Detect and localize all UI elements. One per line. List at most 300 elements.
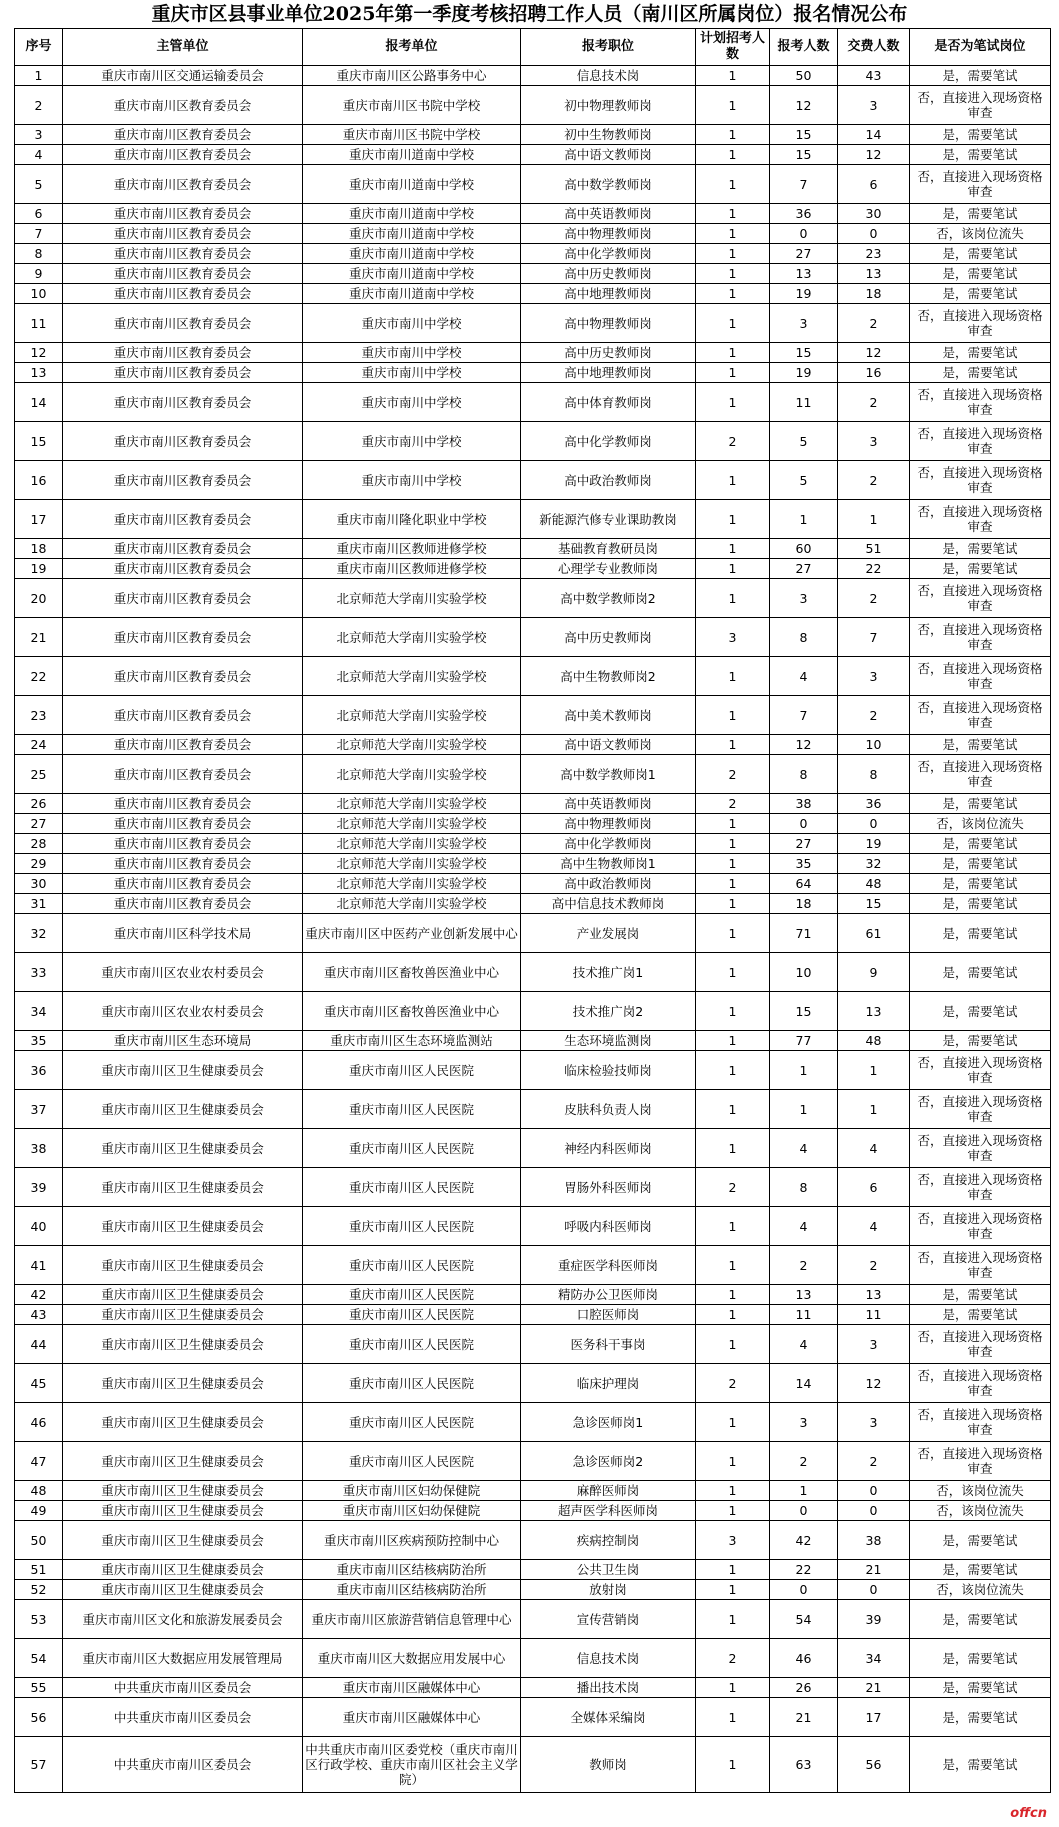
cell-dept: 重庆市南川区教育委员会	[63, 145, 303, 165]
cell-post: 高中生物教师岗2	[521, 657, 696, 696]
table-row	[15, 618, 1051, 657]
cell-no: 52	[15, 1580, 63, 1600]
cell-plan: 1	[696, 1285, 770, 1305]
cell-paid: 18	[838, 284, 910, 304]
cell-unit: 重庆市南川区书院中学校	[303, 125, 521, 145]
table-row	[15, 1698, 1051, 1737]
cell-no: 28	[15, 834, 63, 854]
cell-plan: 1	[696, 1600, 770, 1639]
cell-paid: 3	[838, 657, 910, 696]
cell-paid: 43	[838, 66, 910, 86]
cell-apply: 26	[770, 1678, 838, 1698]
cell-exam: 否，直接进入现场资格审查	[910, 422, 1051, 461]
cell-post: 皮肤科负责人岗	[521, 1090, 696, 1129]
cell-dept: 重庆市南川区大数据应用发展管理局	[63, 1639, 303, 1678]
cell-unit: 重庆市南川区人民医院	[303, 1285, 521, 1305]
cell-paid: 2	[838, 461, 910, 500]
cell-apply: 0	[770, 224, 838, 244]
cell-dept: 重庆市南川区教育委员会	[63, 794, 303, 814]
cell-apply: 19	[770, 284, 838, 304]
cell-apply: 7	[770, 696, 838, 735]
cell-apply: 4	[770, 1207, 838, 1246]
cell-exam: 否，直接进入现场资格审查	[910, 1442, 1051, 1481]
cell-plan: 1	[696, 1481, 770, 1501]
cell-exam: 是，需要笔试	[910, 1600, 1051, 1639]
cell-plan: 2	[696, 1168, 770, 1207]
cell-dept: 重庆市南川区卫生健康委员会	[63, 1285, 303, 1305]
cell-unit: 重庆市南川区人民医院	[303, 1364, 521, 1403]
cell-exam: 否，该岗位流失	[910, 1501, 1051, 1521]
cell-plan: 1	[696, 1737, 770, 1793]
cell-no: 38	[15, 1129, 63, 1168]
cell-paid: 0	[838, 1580, 910, 1600]
cell-exam: 是，需要笔试	[910, 1305, 1051, 1325]
cell-paid: 34	[838, 1639, 910, 1678]
cell-apply: 8	[770, 1168, 838, 1207]
cell-paid: 32	[838, 854, 910, 874]
cell-dept: 重庆市南川区教育委员会	[63, 204, 303, 224]
cell-dept: 重庆市南川区教育委员会	[63, 814, 303, 834]
table-row	[15, 1639, 1051, 1678]
cell-exam: 否，该岗位流失	[910, 1580, 1051, 1600]
cell-apply: 5	[770, 422, 838, 461]
cell-exam: 是，需要笔试	[910, 125, 1051, 145]
cell-post: 高中物理教师岗	[521, 304, 696, 343]
cell-apply: 15	[770, 125, 838, 145]
cell-no: 16	[15, 461, 63, 500]
cell-paid: 48	[838, 874, 910, 894]
cell-plan: 1	[696, 1325, 770, 1364]
table-row	[15, 1168, 1051, 1207]
table-row	[15, 755, 1051, 794]
cell-post: 高中体育教师岗	[521, 383, 696, 422]
cell-plan: 1	[696, 244, 770, 264]
cell-plan: 1	[696, 579, 770, 618]
cell-dept: 重庆市南川区教育委员会	[63, 755, 303, 794]
table-row	[15, 1560, 1051, 1580]
cell-no: 30	[15, 874, 63, 894]
cell-unit: 重庆市南川区人民医院	[303, 1305, 521, 1325]
cell-apply: 8	[770, 755, 838, 794]
table-row	[15, 696, 1051, 735]
cell-no: 49	[15, 1501, 63, 1521]
cell-dept: 重庆市南川区卫生健康委员会	[63, 1090, 303, 1129]
cell-dept: 重庆市南川区教育委员会	[63, 224, 303, 244]
cell-no: 10	[15, 284, 63, 304]
cell-plan: 1	[696, 854, 770, 874]
cell-post: 心理学专业教师岗	[521, 559, 696, 579]
cell-exam: 是，需要笔试	[910, 914, 1051, 953]
cell-unit: 重庆市南川区书院中学校	[303, 86, 521, 125]
cell-dept: 重庆市南川区卫生健康委员会	[63, 1580, 303, 1600]
cell-paid: 2	[838, 696, 910, 735]
cell-dept: 重庆市南川区教育委员会	[63, 657, 303, 696]
cell-apply: 14	[770, 1364, 838, 1403]
cell-apply: 19	[770, 363, 838, 383]
table-row	[15, 854, 1051, 874]
table-row	[15, 125, 1051, 145]
cell-no: 7	[15, 224, 63, 244]
header-apply: 报考人数	[770, 29, 838, 66]
cell-unit: 重庆市南川道南中学校	[303, 284, 521, 304]
cell-no: 33	[15, 953, 63, 992]
cell-dept: 重庆市南川区卫生健康委员会	[63, 1481, 303, 1501]
cell-unit: 北京师范大学南川实验学校	[303, 874, 521, 894]
table-row	[15, 539, 1051, 559]
cell-post: 产业发展岗	[521, 914, 696, 953]
cell-post: 高中语文教师岗	[521, 735, 696, 755]
cell-no: 32	[15, 914, 63, 953]
cell-apply: 0	[770, 1580, 838, 1600]
cell-paid: 51	[838, 539, 910, 559]
cell-dept: 重庆市南川区农业农村委员会	[63, 953, 303, 992]
cell-no: 19	[15, 559, 63, 579]
cell-dept: 重庆市南川区交通运输委员会	[63, 66, 303, 86]
cell-dept: 重庆市南川区文化和旅游发展委员会	[63, 1600, 303, 1639]
cell-unit: 重庆市南川中学校	[303, 304, 521, 343]
cell-dept: 重庆市南川区教育委员会	[63, 284, 303, 304]
cell-unit: 重庆市南川区畜牧兽医渔业中心	[303, 953, 521, 992]
cell-exam: 是，需要笔试	[910, 145, 1051, 165]
table-row	[15, 735, 1051, 755]
cell-unit: 北京师范大学南川实验学校	[303, 755, 521, 794]
cell-unit: 重庆市南川道南中学校	[303, 165, 521, 204]
cell-dept: 重庆市南川区卫生健康委员会	[63, 1521, 303, 1560]
cell-exam: 否，直接进入现场资格审查	[910, 1246, 1051, 1285]
cell-unit: 重庆市南川道南中学校	[303, 244, 521, 264]
table-row	[15, 244, 1051, 264]
cell-plan: 1	[696, 735, 770, 755]
cell-paid: 6	[838, 165, 910, 204]
cell-dept: 中共重庆市南川区委员会	[63, 1737, 303, 1793]
cell-unit: 重庆市南川区人民医院	[303, 1207, 521, 1246]
cell-no: 56	[15, 1698, 63, 1737]
cell-paid: 22	[838, 559, 910, 579]
cell-apply: 10	[770, 953, 838, 992]
cell-paid: 38	[838, 1521, 910, 1560]
table-row	[15, 1364, 1051, 1403]
cell-post: 高中地理教师岗	[521, 284, 696, 304]
cell-dept: 重庆市南川区卫生健康委员会	[63, 1403, 303, 1442]
cell-apply: 63	[770, 1737, 838, 1793]
cell-post: 麻醉医师岗	[521, 1481, 696, 1501]
cell-post: 重症医学科医师岗	[521, 1246, 696, 1285]
cell-apply: 60	[770, 539, 838, 559]
table-row	[15, 284, 1051, 304]
table-row	[15, 1305, 1051, 1325]
table-row	[15, 1031, 1051, 1051]
cell-dept: 重庆市南川区教育委员会	[63, 618, 303, 657]
table-row	[15, 1325, 1051, 1364]
cell-apply: 18	[770, 894, 838, 914]
cell-apply: 15	[770, 145, 838, 165]
cell-unit: 重庆市南川区结核病防治所	[303, 1580, 521, 1600]
cell-post: 放射岗	[521, 1580, 696, 1600]
cell-dept: 重庆市南川区生态环境局	[63, 1031, 303, 1051]
cell-post: 口腔医师岗	[521, 1305, 696, 1325]
table-row	[15, 383, 1051, 422]
cell-apply: 1	[770, 500, 838, 539]
cell-paid: 2	[838, 1442, 910, 1481]
cell-exam: 否，直接进入现场资格审查	[910, 657, 1051, 696]
cell-post: 初中物理教师岗	[521, 86, 696, 125]
cell-apply: 22	[770, 1560, 838, 1580]
table-row	[15, 657, 1051, 696]
cell-apply: 4	[770, 657, 838, 696]
cell-apply: 1	[770, 1051, 838, 1090]
cell-no: 26	[15, 794, 63, 814]
cell-unit: 重庆市南川区大数据应用发展中心	[303, 1639, 521, 1678]
table-row	[15, 1442, 1051, 1481]
cell-paid: 0	[838, 1501, 910, 1521]
cell-unit: 重庆市南川区中医药产业创新发展中心	[303, 914, 521, 953]
cell-paid: 12	[838, 1364, 910, 1403]
cell-apply: 21	[770, 1698, 838, 1737]
cell-no: 9	[15, 264, 63, 284]
cell-unit: 北京师范大学南川实验学校	[303, 696, 521, 735]
cell-dept: 重庆市南川区教育委员会	[63, 422, 303, 461]
cell-exam: 否，直接进入现场资格审查	[910, 86, 1051, 125]
cell-paid: 10	[838, 735, 910, 755]
cell-unit: 重庆市南川区人民医院	[303, 1442, 521, 1481]
cell-no: 51	[15, 1560, 63, 1580]
cell-apply: 35	[770, 854, 838, 874]
cell-exam: 是，需要笔试	[910, 1521, 1051, 1560]
cell-dept: 重庆市南川区卫生健康委员会	[63, 1129, 303, 1168]
cell-exam: 是，需要笔试	[910, 204, 1051, 224]
cell-plan: 1	[696, 834, 770, 854]
cell-no: 34	[15, 992, 63, 1031]
cell-no: 6	[15, 204, 63, 224]
cell-plan: 2	[696, 1639, 770, 1678]
cell-dept: 重庆市南川区卫生健康委员会	[63, 1168, 303, 1207]
cell-exam: 是，需要笔试	[910, 834, 1051, 854]
cell-post: 高中物理教师岗	[521, 224, 696, 244]
cell-exam: 否，直接进入现场资格审查	[910, 1325, 1051, 1364]
table-row	[15, 343, 1051, 363]
cell-no: 1	[15, 66, 63, 86]
cell-dept: 重庆市南川区教育委员会	[63, 854, 303, 874]
cell-plan: 1	[696, 461, 770, 500]
cell-post: 胃肠外科医师岗	[521, 1168, 696, 1207]
cell-plan: 3	[696, 1521, 770, 1560]
cell-plan: 1	[696, 363, 770, 383]
cell-apply: 71	[770, 914, 838, 953]
cell-paid: 0	[838, 224, 910, 244]
cell-paid: 13	[838, 264, 910, 284]
cell-no: 41	[15, 1246, 63, 1285]
cell-exam: 是，需要笔试	[910, 284, 1051, 304]
cell-post: 超声医学科医师岗	[521, 1501, 696, 1521]
cell-unit: 重庆市南川区融媒体中心	[303, 1698, 521, 1737]
cell-no: 25	[15, 755, 63, 794]
cell-paid: 8	[838, 755, 910, 794]
cell-exam: 是，需要笔试	[910, 539, 1051, 559]
cell-paid: 21	[838, 1560, 910, 1580]
cell-unit: 重庆市南川区妇幼保健院	[303, 1501, 521, 1521]
cell-paid: 13	[838, 1285, 910, 1305]
cell-paid: 36	[838, 794, 910, 814]
cell-no: 24	[15, 735, 63, 755]
cell-plan: 1	[696, 264, 770, 284]
table-row	[15, 1580, 1051, 1600]
table-row	[15, 264, 1051, 284]
cell-post: 临床检验技师岗	[521, 1051, 696, 1090]
cell-plan: 2	[696, 1364, 770, 1403]
cell-post: 高中数学教师岗1	[521, 755, 696, 794]
cell-unit: 北京师范大学南川实验学校	[303, 579, 521, 618]
cell-post: 高中化学教师岗	[521, 422, 696, 461]
table-row	[15, 224, 1051, 244]
cell-plan: 1	[696, 145, 770, 165]
cell-paid: 2	[838, 1246, 910, 1285]
cell-no: 27	[15, 814, 63, 834]
cell-post: 高中历史教师岗	[521, 264, 696, 284]
cell-plan: 1	[696, 539, 770, 559]
cell-unit: 重庆市南川区人民医院	[303, 1325, 521, 1364]
table-row	[15, 145, 1051, 165]
cell-paid: 11	[838, 1305, 910, 1325]
cell-dept: 重庆市南川区卫生健康委员会	[63, 1246, 303, 1285]
cell-plan: 1	[696, 66, 770, 86]
cell-exam: 是，需要笔试	[910, 735, 1051, 755]
cell-no: 14	[15, 383, 63, 422]
cell-apply: 5	[770, 461, 838, 500]
cell-apply: 4	[770, 1325, 838, 1364]
table-row	[15, 1521, 1051, 1560]
cell-post: 高中政治教师岗	[521, 874, 696, 894]
cell-paid: 1	[838, 1051, 910, 1090]
cell-plan: 1	[696, 1698, 770, 1737]
watermark-logo: offcn	[1010, 1806, 1047, 1821]
cell-exam: 是，需要笔试	[910, 854, 1051, 874]
table-row	[15, 86, 1051, 125]
cell-unit: 重庆市南川道南中学校	[303, 224, 521, 244]
cell-exam: 是，需要笔试	[910, 894, 1051, 914]
table-row	[15, 1501, 1051, 1521]
cell-exam: 是，需要笔试	[910, 794, 1051, 814]
cell-exam: 否，该岗位流失	[910, 224, 1051, 244]
cell-exam: 是，需要笔试	[910, 874, 1051, 894]
table-row	[15, 422, 1051, 461]
cell-post: 医务科干事岗	[521, 1325, 696, 1364]
cell-unit: 中共重庆市南川区委党校（重庆市南川区行政学校、重庆市南川区社会主义学院）	[303, 1737, 521, 1793]
cell-unit: 重庆市南川区教师进修学校	[303, 539, 521, 559]
cell-plan: 1	[696, 1678, 770, 1698]
cell-post: 高中历史教师岗	[521, 343, 696, 363]
cell-exam: 是，需要笔试	[910, 992, 1051, 1031]
cell-dept: 重庆市南川区农业农村委员会	[63, 992, 303, 1031]
header-plan: 计划招考人数	[696, 29, 770, 66]
cell-apply: 46	[770, 1639, 838, 1678]
cell-paid: 61	[838, 914, 910, 953]
cell-post: 信息技术岗	[521, 1639, 696, 1678]
table-body	[15, 66, 1051, 1793]
cell-post: 高中生物教师岗1	[521, 854, 696, 874]
cell-exam: 是，需要笔试	[910, 343, 1051, 363]
cell-no: 11	[15, 304, 63, 343]
table-row	[15, 165, 1051, 204]
table-row	[15, 1678, 1051, 1698]
cell-plan: 1	[696, 1129, 770, 1168]
cell-plan: 1	[696, 125, 770, 145]
cell-apply: 3	[770, 579, 838, 618]
cell-paid: 9	[838, 953, 910, 992]
cell-no: 29	[15, 854, 63, 874]
cell-dept: 重庆市南川区教育委员会	[63, 834, 303, 854]
cell-post: 高中政治教师岗	[521, 461, 696, 500]
table-row	[15, 1737, 1051, 1793]
cell-paid: 7	[838, 618, 910, 657]
cell-paid: 3	[838, 422, 910, 461]
table-row	[15, 953, 1051, 992]
cell-unit: 重庆市南川道南中学校	[303, 264, 521, 284]
cell-dept: 重庆市南川区教育委员会	[63, 500, 303, 539]
table-row	[15, 894, 1051, 914]
cell-no: 2	[15, 86, 63, 125]
cell-post: 高中数学教师岗2	[521, 579, 696, 618]
table-row	[15, 1207, 1051, 1246]
cell-plan: 1	[696, 1246, 770, 1285]
table-row	[15, 461, 1051, 500]
table-row	[15, 500, 1051, 539]
cell-no: 45	[15, 1364, 63, 1403]
cell-paid: 0	[838, 1481, 910, 1501]
cell-post: 呼吸内科医师岗	[521, 1207, 696, 1246]
cell-exam: 是，需要笔试	[910, 244, 1051, 264]
cell-plan: 1	[696, 696, 770, 735]
cell-post: 神经内科医师岗	[521, 1129, 696, 1168]
table-row	[15, 579, 1051, 618]
cell-plan: 1	[696, 657, 770, 696]
cell-post: 技术推广岗1	[521, 953, 696, 992]
cell-exam: 否，直接进入现场资格审查	[910, 1090, 1051, 1129]
cell-dept: 重庆市南川区教育委员会	[63, 735, 303, 755]
cell-paid: 16	[838, 363, 910, 383]
cell-apply: 27	[770, 244, 838, 264]
cell-plan: 2	[696, 755, 770, 794]
cell-dept: 重庆市南川区教育委员会	[63, 264, 303, 284]
cell-exam: 是，需要笔试	[910, 559, 1051, 579]
cell-plan: 1	[696, 165, 770, 204]
cell-plan: 1	[696, 1207, 770, 1246]
cell-post: 全媒体采编岗	[521, 1698, 696, 1737]
cell-post: 生态环境监测岗	[521, 1031, 696, 1051]
cell-exam: 是，需要笔试	[910, 1560, 1051, 1580]
cell-apply: 4	[770, 1129, 838, 1168]
cell-dept: 重庆市南川区教育委员会	[63, 244, 303, 264]
cell-no: 40	[15, 1207, 63, 1246]
cell-apply: 50	[770, 66, 838, 86]
cell-plan: 1	[696, 304, 770, 343]
cell-unit: 重庆市南川区旅游营销信息管理中心	[303, 1600, 521, 1639]
cell-plan: 1	[696, 1051, 770, 1090]
header-unit: 报考单位	[303, 29, 521, 66]
cell-plan: 2	[696, 422, 770, 461]
header-paid: 交费人数	[838, 29, 910, 66]
table-header-row	[15, 29, 1051, 66]
cell-dept: 重庆市南川区卫生健康委员会	[63, 1560, 303, 1580]
cell-plan: 1	[696, 953, 770, 992]
cell-paid: 0	[838, 814, 910, 834]
cell-apply: 8	[770, 618, 838, 657]
cell-no: 17	[15, 500, 63, 539]
cell-apply: 27	[770, 834, 838, 854]
cell-exam: 否，直接进入现场资格审查	[910, 579, 1051, 618]
cell-paid: 15	[838, 894, 910, 914]
cell-plan: 1	[696, 284, 770, 304]
cell-exam: 否，直接进入现场资格审查	[910, 165, 1051, 204]
